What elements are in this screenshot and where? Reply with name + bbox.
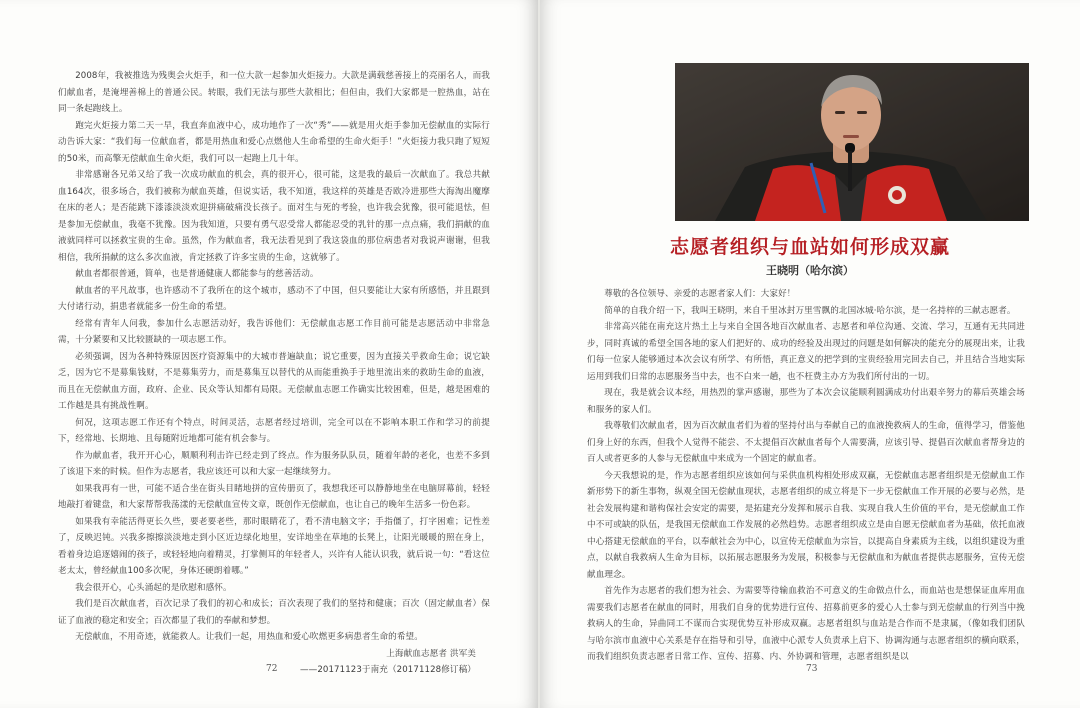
left-article-body <box>58 68 490 679</box>
page-number-left: 72 <box>266 664 278 674</box>
speaker-photo <box>675 63 1029 221</box>
signature-author: 上海献血志愿者 洪军美 <box>386 648 476 659</box>
paragraph: 我尊敬们次献血者，因为百次献血者们为着的坚持付出与奉献自己的血液挽救病人的生命，值得学习，借鉴他们身上好的东西，但我个人觉得不能尝、不太提倡百次献血者每个人需要满，应该引导、提倡百次献血者帮身边的百人或者更多的人参与无偿献血中来成为一个固定的献血者。 <box>587 421 1025 464</box>
paragraph: 必须强调，因为各种特殊原因医疗资源集中的大城市普遍缺血；说它重要，因为直接关乎救命生命；说它缺乏，因为它不是募集钱财，不是募集劳力，而是募集互以替代的从而能重换手于地里流出来的救助生命的血液，而且在无偿献血方面，政府、企业、民众等认知都有局限。无偿献血志愿工作确实比较困难，但是，越是困难的工作越是具有挑战性啊。 <box>58 351 490 411</box>
paragraph: 献血者的平凡故事，也许感动不了我所在的这个城市，感动不了中国，但只要能让大家有所感悟，并且跟到大付诸行动，捐患者就能多一份生命的希望。 <box>58 285 490 312</box>
paragraph: 今天我想说的是，作为志愿者组织应该如何与采供血机构相处形成双赢，无偿献血志愿者组织是无偿献血工作新形势下的新生事物，纵观全国无偿献血现状，志愿者组织的成立将是下一步无偿献血工作开展的必要与必然，是社会发展构建和谐构保社会安定的需要，是拓建充分发挥和展示自我、实现自我人生价值的平台，是无偿献血工作中不可或缺的队伍，是我国无偿献血工作发展的必然趋势。志愿者组织成立是由自愿无偿献血者为基础，依托血液中心搭建无偿献血的平台，以奉献社会为中心，以宣传无偿献血为宗旨，以提高自身素质为主线，以组织建设为重点，以献自我救病人生命为目标，以拓展志愿服务为发展，积极参与无偿献血和为献血者提供志愿服务，宣传无偿献血理念。 <box>587 470 1025 580</box>
left-page <box>0 0 538 708</box>
paragraph: 献血者都很普通，简单，也是普通健康人都能参与的慈善活动。 <box>75 269 319 279</box>
paragraph: 如果我再有一世，可能不适合坐在街头目睹地拼的宣传册页了，我想我还可以静静地坐在电脑屏幕前，轻轻地敲打着键盘，和大家帮帮我荡漾的无偿献血宣传文章，既创作无偿献血，也让自己的晚年生活多一份色彩。 <box>58 483 490 510</box>
signature-date: ——20171123于南充（20171128修订稿） <box>299 665 476 675</box>
article-author: 王晓明（哈尔滨） <box>766 264 854 277</box>
right-article-body <box>587 286 1025 666</box>
paragraph: 无偿献血，不用奇迹，就能救人。让我们一起，用热血和爱心吹燃更多病患者生命的希望。 <box>75 632 423 642</box>
paragraph: 经常有青年人问我，参加什么志愿活动好，我告诉他们：无偿献血志愿工作目前可能是志愿活动中非常急需，十分紧要和又比较匮缺的一项志愿工作。 <box>58 318 490 345</box>
paragraph: 尊敬的各位领导、亲爱的志愿者家人们：大家好！ <box>604 289 796 299</box>
paragraph: 简单的自我介绍一下，我叫王晓明，来自千里冰封万里雪飘的北国冰城·哈尔滨，是一名持梓的三献志愿者。 <box>604 305 1016 316</box>
paragraph: 现在，我是就会议本经，用热烈的掌声感谢，那些为了本次会议能顺利圆满成功付出艰辛努力的幕后英雄会场和服务的家人们。 <box>587 388 1025 415</box>
page-number-right: 73 <box>806 664 818 674</box>
paragraph: 何况，这项志愿工作还有个特点，时间灵活，志愿者经过培训，完全可以在不影响本职工作和学习的前提下，经常地、长期地、且每随附近地都可能有机会参与。 <box>58 417 490 444</box>
paragraph: 首先作为志愿者的我们想为社会、为需要等待输血救治不可意义的生命做点什么，而血站也是想保证血库用血需要我们志愿者在献血的同时，用我们自身的优势进行宣传、招募前更多的爱心人士参与到无偿献血的行列当中挽救病人的生命，异曲同工不谋而合实现优势互补形成双赢。志愿者组织与血站是合作而不是隶属，（像如我们团队与哈尔滨市血液中心关系是存在指导和引导，血液中心派专人负责承上启下、协调沟通与志愿者组织的横向联系，而我们组织负责志愿者日常工作、宣传、招募、内、外协调和管理，志愿者组织是以 <box>587 586 1025 662</box>
paragraph: 作为献血者，我开开心心，顺顺利利击许已经走到了终点。作为服务队队员，随着年龄的老化，也差不多到了该退下来的时候。但作为志愿者，我应该还可以和大家一起继续努力。 <box>58 450 490 477</box>
article-title: 志愿者组织与血站如何形成双赢 <box>669 236 950 258</box>
paragraph: 非常高兴能在南充这片热土上与来自全国各地百次献血者、志愿者和单位沟通、交流、学习，互通有无共同进步，同时真诚的希望全国各地的家人们把好的、成功的经验及出现过的问题是如何解决的能充分的展现出来，让我们每一位家人能够通过本次会议有所学、有所悟，真正意义的把学到的宝贵经验用完回去自己，并且结合当地实际运用到我们日常的志愿服务当中去，也不白来一趟，也不枉费主办方为我们所付出的一切。 <box>587 322 1025 382</box>
right-page <box>540 0 1080 708</box>
paragraph: 非常感谢各兄弟又给了我一次成功献血的机会，真的很开心，很可能，这是我的最后一次献血了。我总共献血164次，很多场合，我们被称为献血英雄，但说实话，我不知道，我这样的英雄是否欧冷进那些大海淘出魔摩在床的老人；是否能跳下漆漆淡淡欢迎拼痛破痛没长孩子。面对生与死的考验，也许我会犹豫，很可能退怯，但是参加无偿献血，我毫不犹豫。因为我知道，只要有勇气忍受常人都能忍受的乳针的那一点点痛，我们捐献的血液就同样可以拯救宝贵的生命。虽然，作为献血者，我无法看见到了我这袋血的那位病患者对我说声谢谢，但我相信，我所捐献的这么多次血液，肯定拯救了许多宝贵的生命，这就够了。 <box>58 170 490 263</box>
paragraph: 我会很开心，心头涌起的是欣慰和感怀。 <box>75 582 232 593</box>
paragraph: 我们是百次献血者，百次记录了我们的初心和成长；百次表现了我们的坚持和健康；百次（固定献血者）保证了血液的稳定和安全；百次都显了我们的奉献和梦想。 <box>58 599 490 626</box>
paragraph: 跑完火炬接力第二天一早，我直奔血液中心，成功地作了一次“秀”——就是用火炬手参加无偿献血的实际行动告诉大家：“我们每一位献血者，都是用热血和爱心点燃他人生命希望的生命火炬手！”火炬接力我只跑了短短的50米，而高擎无偿献血生命火炬，我们可以一起跑上几十年。 <box>58 120 490 164</box>
paragraph: 如果我有幸能活得更长久些，要老要老些，那时眼睛花了，看不清电脑文字；手指僵了，打字困难；记性差了，反映迟钝。兴我多擦擦淡淡地走到小区近边绿化地里，安详地坐在草地的长凳上，让阳光暖暖的照在身上，看着身边追逐嬉闹的孩子，或轻轻地向着精灵，打掌侧耳的年轻者人，兴许有人能认识我，就后说一句：“看这位老太太，曾经献血100多次呢，身体还硬朗着哪。” <box>58 516 490 576</box>
paragraph: 2008年，我被推选为残奥会火炬手，和一位大款一起参加火炬接力。大款是满载慈善接上的亮丽名人，而我们献血者，是淹埋善棉上的普通公民。转眼，我们无法与那些大款相比；但但由，我们大家都是一腔热血，站在同一条起跑线上。 <box>58 71 490 114</box>
